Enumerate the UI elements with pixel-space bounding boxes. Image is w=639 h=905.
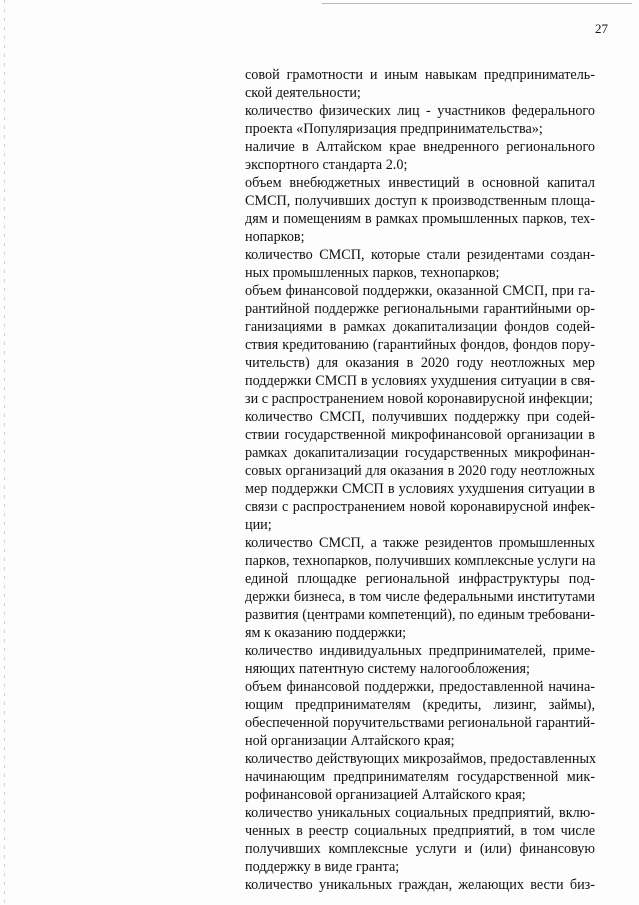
text-line: совой грамотности и иным навыкам предприниматель- — [245, 67, 595, 83]
text-line: зи с распространением новой коронавирусной инфекции; — [245, 391, 593, 407]
text-line: парков, технопарков, получивших комплексные услуги на — [245, 553, 596, 569]
text-line: СМСП, получивших доступ к производственным площа- — [245, 193, 595, 209]
text-line: рамках докапитализации государственных микрофинан- — [245, 445, 595, 461]
text-line: ченных в реестр социальных предприятий, в том числе — [245, 823, 595, 839]
text-line: экспортного стандарта 2.0; — [245, 157, 408, 173]
text-line: развития (центрами компетенций), по единым требовани- — [245, 607, 595, 623]
text-line: чительств) для оказания в 2020 году неотложных мер — [245, 355, 595, 371]
text-line: проекта «Популяризация предпринимательства»; — [245, 121, 543, 137]
text-line: ции; — [245, 517, 272, 533]
text-line: связи с распространением новой коронавирусной инфек- — [245, 499, 595, 515]
text-line: поддержки СМСП в условиях ухудшения ситуации в свя- — [245, 373, 595, 389]
text-line: получивших комплексные услуги и (или) финансовую — [245, 841, 595, 857]
text-line: ствия кредитованию (гарантийных фондов, фондов пору- — [245, 337, 595, 353]
text-line: объем финансовой поддержки, предоставленной начина- — [245, 679, 595, 695]
text-line: начинающим предпринимателям государственной мик- — [245, 769, 595, 785]
text-line: ствии государственной микрофинансовой организации в — [245, 427, 595, 443]
text-line: дям и помещениям в рамках промышленных парков, тех- — [245, 211, 595, 227]
text-line: ганизациями в рамках докапитализации фондов содей- — [245, 319, 595, 335]
text-line: количество уникальных социальных предприятий, вклю- — [245, 805, 595, 821]
text-line: ям к оказанию поддержки; — [245, 625, 407, 641]
text-line: рофинансовой организацией Алтайского края; — [245, 787, 526, 803]
text-line: количество уникальных граждан, желающих вести биз- — [245, 877, 595, 893]
scan-border-left — [4, 0, 5, 905]
text-line: мер поддержки СМСП в условиях ухудшения ситуации в — [245, 481, 595, 497]
text-line: объем внебюджетных инвестиций в основной капитал — [245, 175, 595, 191]
text-line: единой площадке региональной инфраструктуры под- — [245, 571, 595, 587]
text-line: количество СМСП, получивших поддержку при содей- — [245, 409, 595, 425]
text-line: ской деятельности; — [245, 85, 361, 101]
text-line: поддержку в виде гранта; — [245, 859, 400, 875]
text-line: количество СМСП, которые стали резидентами создан- — [245, 247, 595, 263]
text-line: держки бизнеса, в том числе федеральными институтами — [245, 589, 595, 605]
text-line: ных промышленных парков, технопарков; — [245, 265, 500, 281]
text-line: обеспеченной поручительствами региональной гарантий- — [245, 715, 595, 731]
text-line: объем финансовой поддержки, оказанной СМСП, при га- — [245, 283, 595, 299]
text-line: нопарков; — [245, 229, 305, 245]
scan-border-top — [322, 3, 632, 4]
text-line: ющим предпринимателям (кредиты, лизинг, займы), — [245, 697, 595, 713]
text-line: ной организации Алтайского края; — [245, 733, 455, 749]
text-line: количество СМСП, а также резидентов промышленных — [245, 535, 595, 551]
text-line: рантийной поддержке региональными гарантийными ор- — [245, 301, 595, 317]
text-line: наличие в Алтайском крае внедренного регионального — [245, 139, 595, 155]
body-text — [245, 66, 595, 894]
text-line: количество индивидуальных предпринимателей, приме- — [245, 643, 595, 659]
text-line: совых организаций для оказания в 2020 году неотложных — [245, 463, 595, 479]
text-line: количество физических лиц - участников федерального — [245, 103, 595, 119]
page-number: 27 — [595, 21, 608, 36]
text-line: няющих патентную систему налогообложения; — [245, 661, 530, 677]
text-line: количество действующих микрозаймов, предоставленных — [245, 751, 597, 767]
